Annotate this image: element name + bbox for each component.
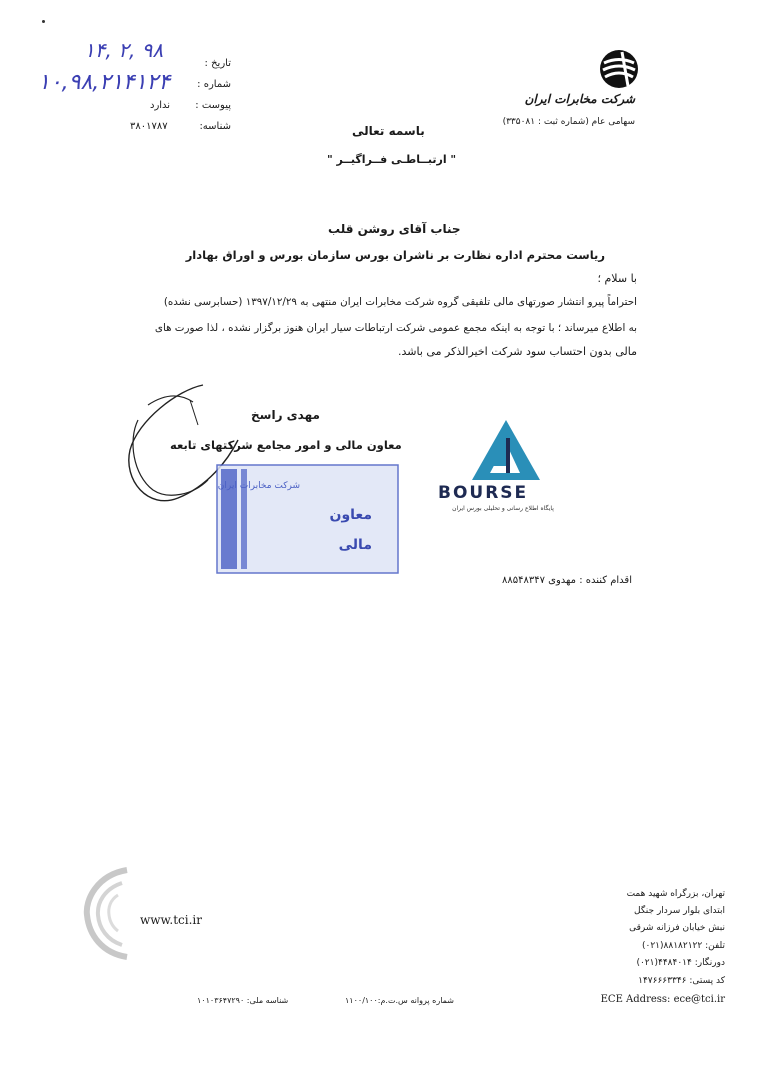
motto: " ارتبــاطـی فــراگیــر " bbox=[327, 153, 457, 166]
signer-title: معاون مالی و امور مجامع شرکتهای تابعه bbox=[170, 438, 402, 452]
ece-address: ECE Address: ece@tci.ir bbox=[600, 994, 725, 1005]
official-stamp bbox=[215, 463, 400, 575]
website-link[interactable]: www.tci.ir bbox=[140, 913, 202, 927]
date-label: تاریخ : bbox=[204, 58, 231, 69]
body-line-3: مالی بدون احتساب سود شرکت اخیرالذکر می باشد. bbox=[398, 345, 637, 358]
signer-name: مهدی راسخ bbox=[251, 408, 320, 422]
address-line-2: ابتدای بلوار سردار جنگل bbox=[634, 906, 725, 916]
address-line-3: نبش خیابان فرزانه شرقی bbox=[629, 923, 725, 933]
stamp-line-1: معاون bbox=[329, 507, 372, 523]
body-line-2: به اطلاع میرساند ؛ با توجه به اینکه مجمع عمومی شرکت ارتباطات سیار ایران هنوز برگزار نشده ، لذا صورت های bbox=[154, 322, 637, 334]
address-line-1: تهران، بزرگراه شهید همت bbox=[626, 889, 725, 899]
national-id: شناسه ملی: ۱۰۱۰۳۶۴۷۲۹۰ bbox=[197, 996, 289, 1005]
bourse-logo-icon bbox=[462, 418, 542, 482]
paper-dot bbox=[42, 20, 45, 23]
recipient-name: جناب آقای روشن قلب bbox=[328, 222, 461, 236]
stamp-line-2: مالی bbox=[338, 537, 372, 553]
attachment-label: پیوست : bbox=[195, 100, 231, 111]
bourse-wordmark: BOURSE bbox=[438, 483, 529, 503]
id-label: شناسه: bbox=[199, 121, 231, 132]
bourse-subtitle: پایگاه اطلاع رسانی و تحلیلی بورس ایران bbox=[452, 505, 554, 512]
license-number: شماره پروانه س.ت.م:۱۱۰۰/۱۰۰ bbox=[345, 996, 454, 1005]
basmala: باسمه تعالی bbox=[352, 124, 425, 138]
body-line-1: احتراماً پیرو انتشار صورتهای مالی تلفیقی گروه شرکت مخابرات ایران منتهی به ۱۳۹۷/۱۲/۲۹ (حسابرسی نشده) bbox=[163, 296, 637, 308]
fax: دورنگار: ۴۴۸۴۰۱۴(۰۲۱) bbox=[636, 958, 725, 968]
number-label: شماره : bbox=[197, 79, 231, 90]
handwritten-date: ۹۸ ,۲ ,۱۴ bbox=[84, 38, 164, 62]
attachment-value: ندارد bbox=[150, 100, 171, 111]
handwritten-number: ۱۰,۹۸,۲۱۴۱۲۴ bbox=[38, 70, 171, 95]
postal-code: کد پستی: ۱۴۷۶۶۶۳۳۴۶ bbox=[638, 976, 725, 986]
company-name: شرکت مخابرات ایران bbox=[524, 92, 635, 106]
phone: تلفن: ۸۸۱۸۲۱۲۲(۰۲۱) bbox=[642, 941, 725, 951]
id-value: ۳۸۰۱۷۸۷ bbox=[130, 121, 168, 132]
company-registration: سهامی عام (شماره ثبت : ۳۳۵۰۸۱) bbox=[502, 117, 635, 127]
greeting: با سلام ؛ bbox=[597, 272, 637, 285]
footer-swirl-icon bbox=[82, 865, 132, 960]
recipient-position: ریاست محترم اداره نظارت بر ناشران بورس سازمان بورس و اوراق بهادار bbox=[185, 248, 605, 262]
action-line: اقدام کننده : مهدوی ۸۸۵۴۸۳۴۷ bbox=[502, 575, 632, 586]
stamp-org: شرکت مخابرات ایران bbox=[217, 481, 300, 491]
tci-logo-icon bbox=[598, 48, 640, 90]
